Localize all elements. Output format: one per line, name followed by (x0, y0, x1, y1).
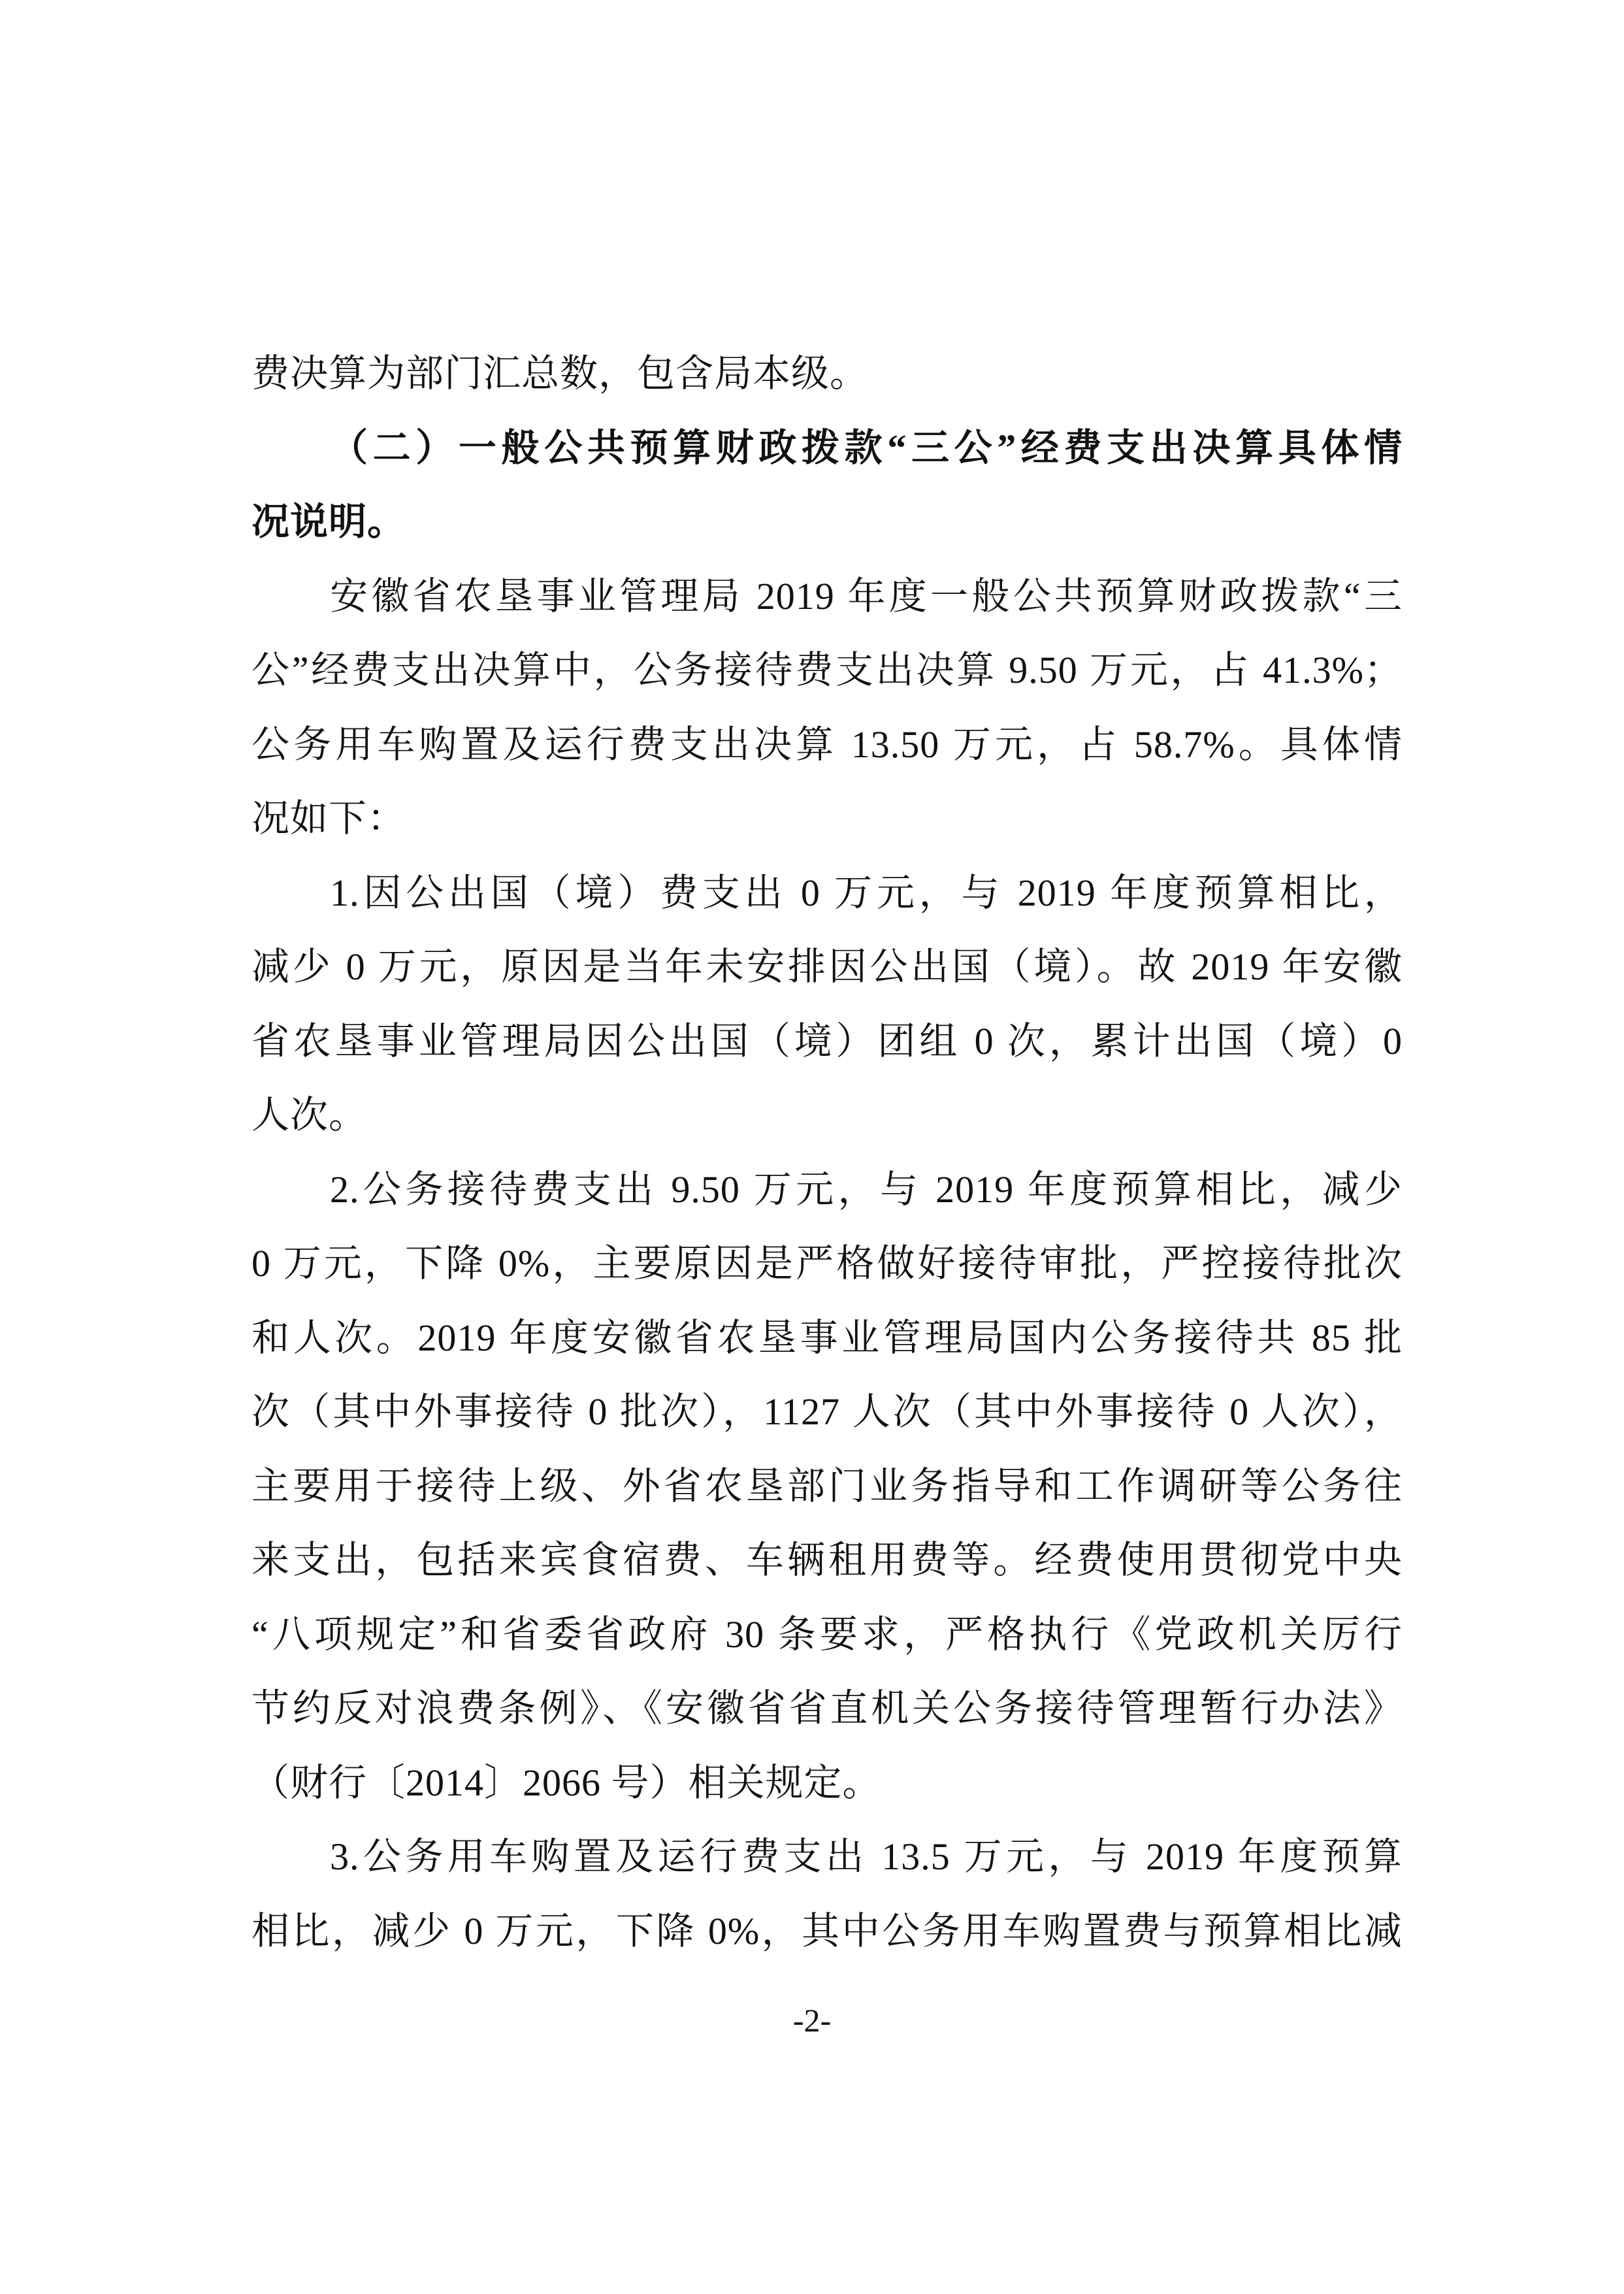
page-number: -2- (792, 2002, 832, 2039)
text-line: 费决算为部门汇总数，包含局本级。 (252, 352, 869, 395)
text-line: 况如下： (252, 797, 406, 840)
text-line: 节约反对浪费条例》、《安徽省省直机关公务接待管理暂行办法》 (252, 1687, 1403, 1729)
text-line: 2.公务接待费支出 9.50 万元，与 2019 年度预算相比，减少 (330, 1168, 1403, 1211)
text-line: 减少 0 万元，原因是当年未安排因公出国（境）。故 2019 年安徽 (252, 945, 1403, 988)
text-line: “八项规定”和省委省政府 30 条要求，严格执行《党政机关厉行 (252, 1613, 1403, 1656)
text-line: 省农垦事业管理局因公出国（境）团组 0 次，累计出国（境）0 (252, 1019, 1403, 1062)
text-line: 和人次。2019 年度安徽省农垦事业管理局国内公务接待共 85 批 (252, 1316, 1403, 1359)
text-line: 相比，减少 0 万元，下降 0%，其中公务用车购置费与预算相比减 (252, 1909, 1403, 1952)
text-line: （财行〔2014〕2066 号）相关规定。 (252, 1761, 881, 1804)
document-text-block (252, 336, 1403, 1968)
text-line: 人次。 (252, 1094, 368, 1136)
text-line: 来支出，包括来宾食宿费、车辆租用费等。经费使用贯彻党中央 (252, 1539, 1403, 1581)
text-line: 公务用车购置及运行费支出决算 13.50 万元，占 58.7%。具体情 (252, 723, 1403, 766)
section-heading-line: 况说明。 (252, 500, 406, 543)
text-line: 次（其中外事接待 0 批次），1127 人次（其中外事接待 0 人次）， (252, 1390, 1403, 1433)
text-line: 主要用于接待上级、外省农垦部门业务指导和工作调研等公务往 (252, 1464, 1403, 1507)
text-line: 1.因公出国（境）费支出 0 万元，与 2019 年度预算相比， (330, 871, 1403, 914)
text-line: 0 万元，下降 0%，主要原因是严格做好接待审批，严控接待批次 (252, 1242, 1403, 1285)
section-heading-line: （二）一般公共预算财政拨款“三公”经费支出决算具体情 (330, 426, 1403, 469)
text-line: 公”经费支出决算中，公务接待费支出决算 9.50 万元，占 41.3%； (252, 649, 1403, 691)
text-line: 3.公务用车购置及运行费支出 13.5 万元，与 2019 年度预算 (330, 1835, 1403, 1878)
text-line: 安徽省农垦事业管理局 2019 年度一般公共预算财政拨款“三 (330, 574, 1403, 617)
